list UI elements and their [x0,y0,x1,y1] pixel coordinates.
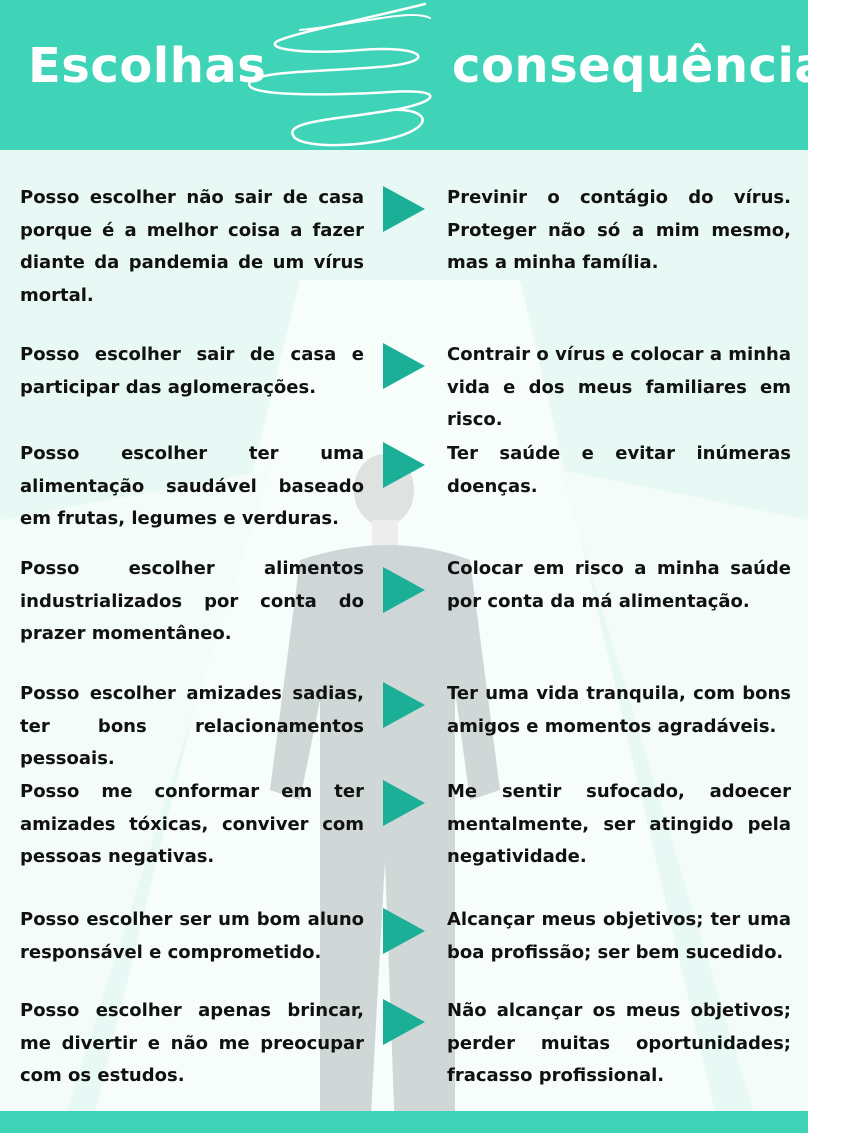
consequence-text: Me sentir sufocado, adoecer mentalmente, ser atingido pela negatividade. [447,781,791,867]
choice-text: Posso escolher não sair de casa porque é a melhor coisa a fazer diante da pandemia de um vírus mortal. [20,187,364,306]
swirl-decoration [240,0,460,150]
consequence-text: Ter saúde e evitar inúmeras doenças. [447,443,791,497]
choice-text: Posso escolher sair de casa e participar das aglomerações. [20,344,364,398]
consequence-text: Previnir o contágio do vírus. Proteger não só a mim mesmo, mas a minha família. [447,187,791,273]
title-escolhas: Escolhas [28,38,267,94]
arrow-right-icon [383,682,425,728]
arrow-right-icon [383,186,425,232]
choice-text: Posso escolher apenas brincar, me divertir e não me preocupar com os estudos. [20,1000,364,1086]
arrow-right-icon [383,780,425,826]
arrow-right-icon [383,343,425,389]
header-banner [0,0,856,150]
title-consequencias: consequências [452,38,856,94]
arrow-right-icon [383,999,425,1045]
consequence-text: Colocar em risco a minha saúde por conta da má alimentação. [447,558,791,612]
choice-text: Posso me conformar em ter amizades tóxicas, conviver com pessoas negativas. [20,781,364,867]
consequence-text: Ter uma vida tranquila, com bons amigos e momentos agradáveis. [447,683,791,737]
footer-bar [0,1111,808,1133]
choice-text: Posso escolher ter uma alimentação saudável baseado em frutas, legumes e verduras. [20,443,364,529]
choice-text: Posso escolher amizades sadias, ter bons relacionamentos pessoais. [20,683,364,769]
consequence-text: Alcançar meus objetivos; ter uma boa profissão; ser bem sucedido. [447,909,791,963]
choice-text: Posso escolher ser um bom aluno responsável e comprometido. [20,909,364,963]
choice-text: Posso escolher alimentos industrializados por conta do prazer momentâneo. [20,558,364,644]
consequence-text: Não alcançar os meus objetivos; perder muitas oportunidades; fracasso profissional. [447,1000,791,1086]
arrow-right-icon [383,442,425,488]
arrow-right-icon [383,908,425,954]
consequence-text: Contrair o vírus e colocar a minha vida e dos meus familiares em risco. [447,344,791,430]
arrow-right-icon [383,567,425,613]
